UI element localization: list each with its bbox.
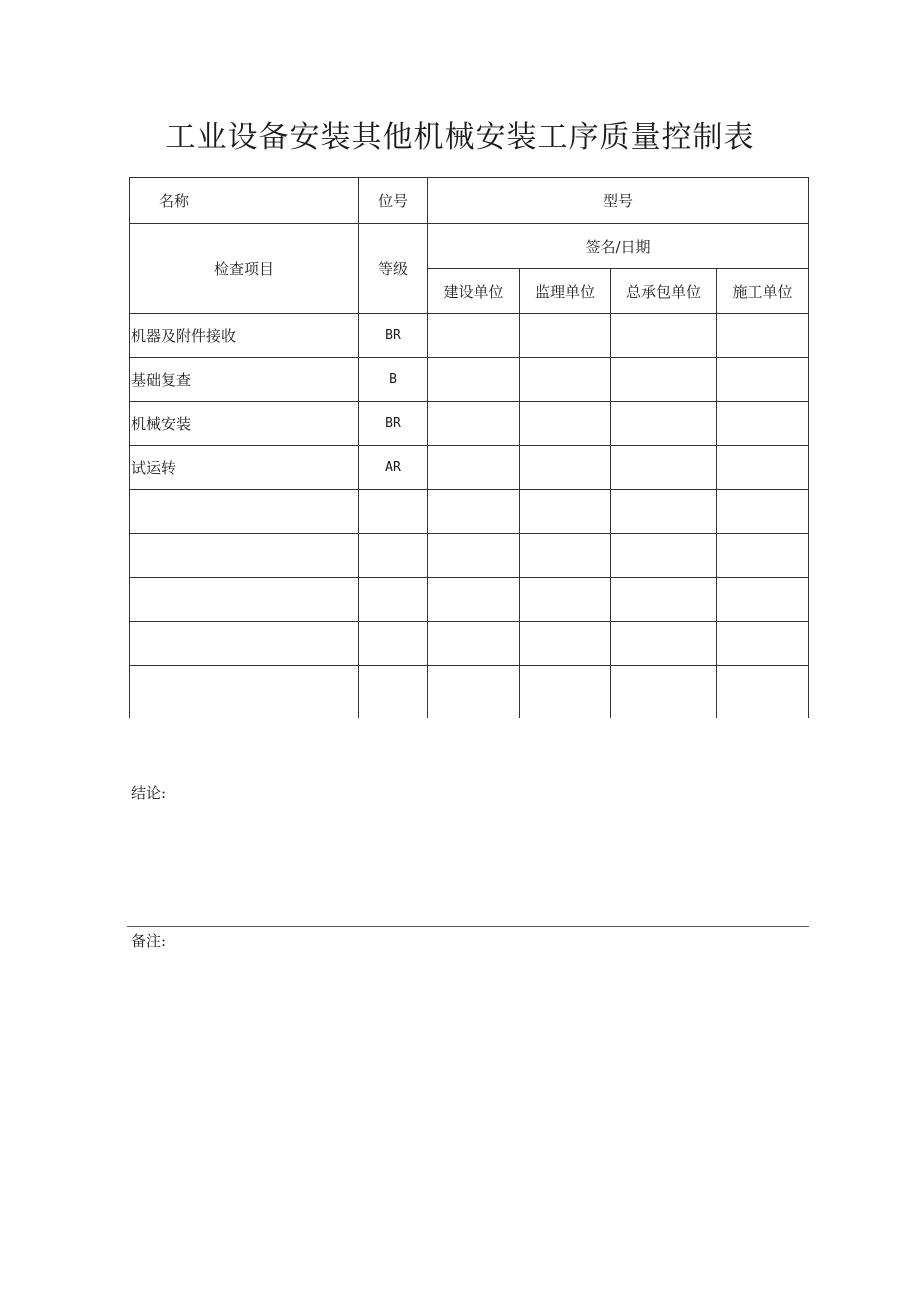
empty-table-row (130, 490, 809, 534)
empty-table-row (130, 666, 809, 718)
check-item-cell[interactable] (130, 622, 359, 666)
signature-cell[interactable] (717, 622, 809, 666)
check-item-cell: 基础复查 (130, 358, 359, 402)
signature-cell[interactable] (428, 402, 520, 446)
signature-cell[interactable] (428, 490, 520, 534)
check-item-cell[interactable] (130, 666, 359, 718)
signature-cell[interactable] (428, 358, 520, 402)
signature-cell[interactable] (717, 666, 809, 718)
signature-cell[interactable] (520, 534, 611, 578)
signature-cell[interactable] (717, 578, 809, 622)
signature-cell[interactable] (717, 402, 809, 446)
signature-cell[interactable] (717, 314, 809, 358)
signature-cell[interactable] (428, 534, 520, 578)
unit-header-construction (717, 269, 809, 314)
unit-label: 监理单位 (534, 282, 595, 301)
check-item-cell: 机械安装 (130, 402, 359, 446)
grade-cell[interactable] (359, 666, 428, 718)
empty-table-row (130, 578, 809, 622)
signature-cell[interactable] (611, 358, 717, 402)
signature-cell[interactable] (611, 534, 717, 578)
signature-cell[interactable] (611, 490, 717, 534)
check-item-cell[interactable] (130, 578, 359, 622)
signature-cell[interactable] (520, 622, 611, 666)
empty-table-row (130, 534, 809, 578)
name-label: 名称 (158, 192, 189, 210)
check-item-cell: 试运转 (130, 446, 359, 490)
signature-cell[interactable] (428, 666, 520, 718)
signature-cell[interactable] (717, 446, 809, 490)
unit-header-construction-owner (428, 269, 520, 314)
model-label: 型号 (603, 192, 634, 210)
empty-table-row (130, 622, 809, 666)
grade-cell[interactable] (359, 534, 428, 578)
signature-cell[interactable] (520, 578, 611, 622)
grade-cell: AR (359, 446, 428, 490)
signature-cell[interactable] (611, 446, 717, 490)
position-header-cell (359, 178, 428, 224)
conclusion-label: 结论: (131, 784, 167, 802)
check-item-label: 检查项目 (213, 260, 274, 278)
signature-cell[interactable] (428, 314, 520, 358)
signature-cell[interactable] (520, 490, 611, 534)
signature-cell[interactable] (520, 446, 611, 490)
grade-cell[interactable] (359, 578, 428, 622)
signature-cell[interactable] (428, 446, 520, 490)
check-item-cell[interactable] (130, 490, 359, 534)
unit-header-supervision (520, 269, 611, 314)
grade-cell[interactable] (359, 490, 428, 534)
signature-cell[interactable] (428, 622, 520, 666)
model-header-cell (428, 178, 809, 224)
position-label: 位号 (377, 192, 408, 210)
grade-cell: BR (359, 314, 428, 358)
unit-header-general-contractor (611, 269, 717, 314)
signature-cell[interactable] (520, 666, 611, 718)
table-row (130, 402, 809, 446)
grade-cell: BR (359, 402, 428, 446)
signature-cell[interactable] (428, 578, 520, 622)
signature-cell[interactable] (520, 402, 611, 446)
check-item-header-cell (130, 224, 359, 314)
grade-label: 等级 (377, 260, 408, 278)
signature-cell[interactable] (717, 534, 809, 578)
check-item-cell[interactable] (130, 534, 359, 578)
signature-date-label: 签名/日期 (585, 237, 651, 256)
unit-label: 建设单位 (443, 282, 504, 301)
grade-header-cell (359, 224, 428, 314)
check-item-cell: 机器及附件接收 (130, 314, 359, 358)
grade-cell[interactable] (359, 622, 428, 666)
name-header-cell (130, 178, 359, 224)
unit-label: 总承包单位 (625, 282, 701, 301)
signature-cell[interactable] (717, 358, 809, 402)
signature-cell[interactable] (611, 314, 717, 358)
grade-cell: B (359, 358, 428, 402)
table-row (130, 358, 809, 402)
signature-cell[interactable] (520, 358, 611, 402)
signature-cell[interactable] (611, 402, 717, 446)
section-divider (127, 926, 809, 927)
quality-control-table (129, 177, 809, 718)
signature-cell[interactable] (611, 666, 717, 718)
signature-cell[interactable] (611, 622, 717, 666)
signature-cell[interactable] (520, 314, 611, 358)
table-row (130, 314, 809, 358)
page-title: 工业设备安装其他机械安装工序质量控制表 (165, 120, 755, 155)
table-row (130, 446, 809, 490)
remarks-label: 备注: (131, 932, 167, 950)
unit-label: 施工单位 (732, 282, 793, 301)
signature-date-header-cell (428, 224, 809, 269)
signature-cell[interactable] (717, 490, 809, 534)
signature-cell[interactable] (611, 578, 717, 622)
